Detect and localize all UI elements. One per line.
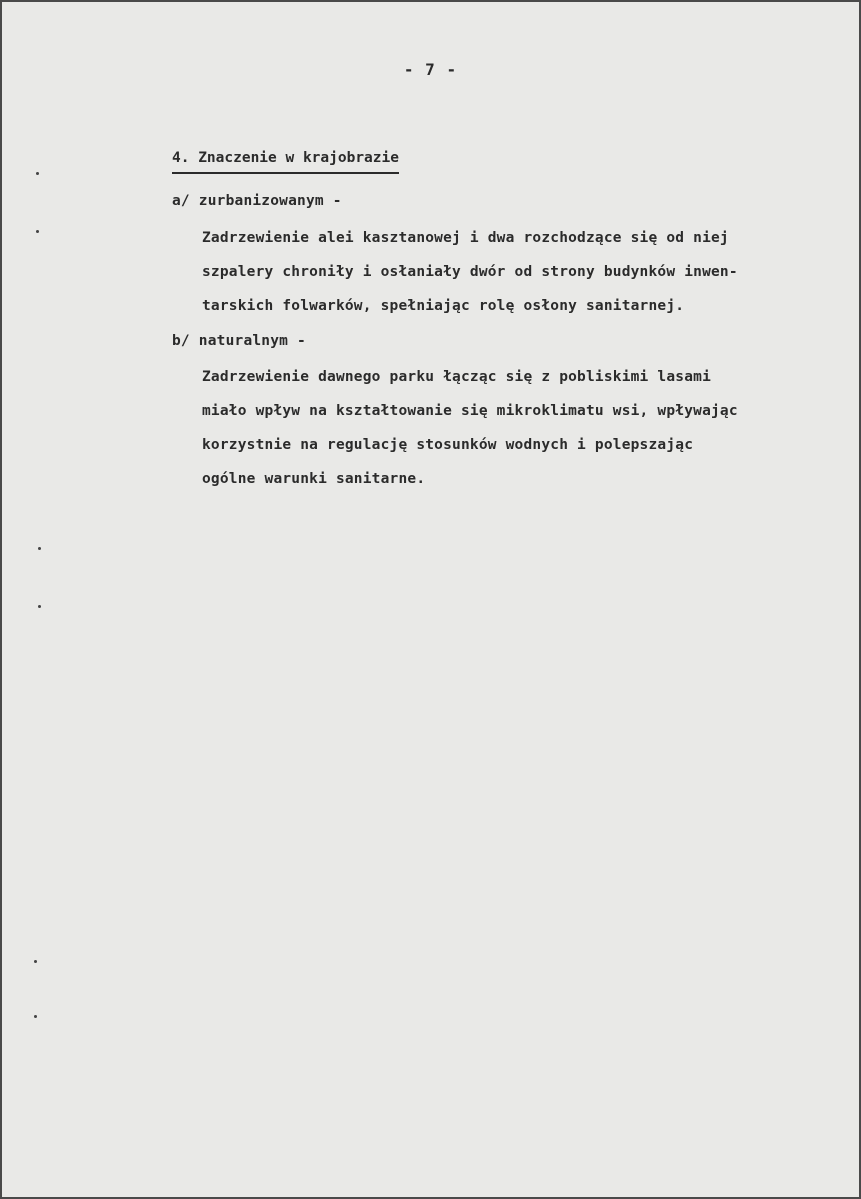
- section-title: 4. Znaczenie w krajobrazie: [172, 150, 399, 174]
- scan-speck: [34, 1015, 37, 1018]
- subsection-a-label: a/ zurbanizowanym -: [172, 193, 342, 209]
- scan-speck: [38, 605, 41, 608]
- paragraph-line: korzystnie na regulację stosunków wodnych i polepszając: [202, 437, 694, 453]
- subsection-b-label: b/ naturalnym -: [172, 333, 306, 349]
- paragraph-line: Zadrzewienie dawnego parku łącząc się z pobliskimi lasami: [202, 369, 711, 385]
- scan-speck: [36, 172, 39, 175]
- scan-speck: [34, 960, 37, 963]
- paragraph-line: Zadrzewienie alei kasztanowej i dwa rozchodzące się od niej: [202, 230, 729, 246]
- scan-speck: [36, 230, 39, 233]
- page-number: - 7 -: [403, 60, 458, 79]
- paragraph-line: miało wpływ na kształtowanie się mikroklimatu wsi, wpływając: [202, 403, 738, 419]
- paragraph-line: ogólne warunki sanitarne.: [202, 471, 426, 487]
- paragraph-line: szpalery chroniły i osłaniały dwór od strony budynków inwen-: [202, 264, 738, 280]
- scan-speck: [38, 547, 41, 550]
- paragraph-line: tarskich folwarków, spełniając rolę osłony sanitarnej.: [202, 298, 685, 314]
